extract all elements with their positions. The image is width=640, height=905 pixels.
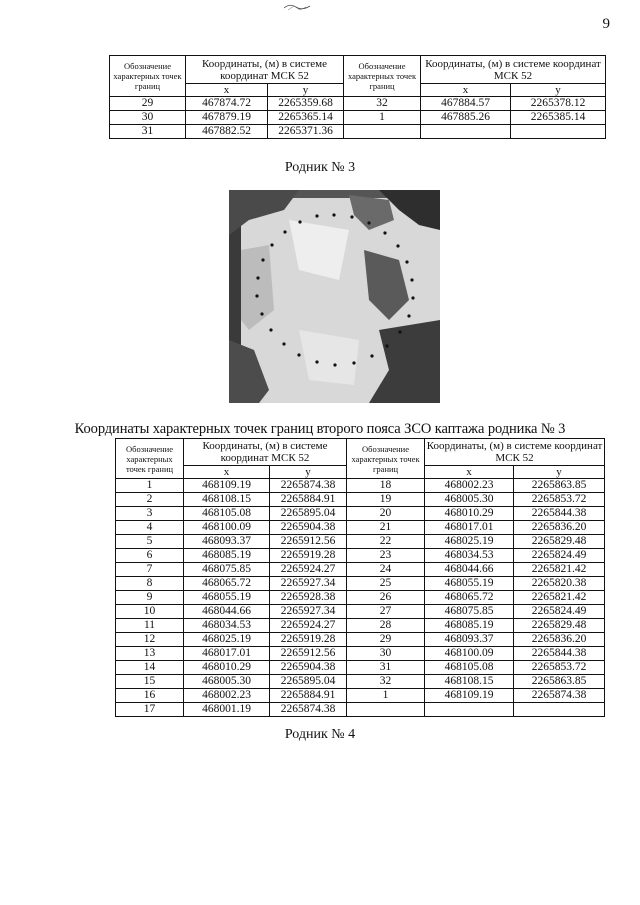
y-value: 2265821.42 bbox=[514, 563, 605, 577]
spring-3-aerial-photo bbox=[229, 190, 440, 403]
point-number: 22 bbox=[347, 535, 425, 549]
y-value: 2265863.85 bbox=[514, 479, 605, 493]
x-value: 468001.19 bbox=[184, 703, 270, 717]
table-row bbox=[116, 591, 605, 605]
point-number: 19 bbox=[347, 493, 425, 507]
header-y-right: у bbox=[511, 84, 606, 97]
point-number: 15 bbox=[116, 675, 184, 689]
point-number: 17 bbox=[116, 703, 184, 717]
point-number: 20 bbox=[347, 507, 425, 521]
header-coords-left: Координаты, (м) в системе координат МСК 52 bbox=[184, 439, 347, 466]
point-number: 6 bbox=[116, 549, 184, 563]
x-value: 468034.53 bbox=[184, 619, 270, 633]
x-value: 468065.72 bbox=[184, 577, 270, 591]
x-value: 468085.19 bbox=[184, 549, 270, 563]
y-value: 2265853.72 bbox=[514, 493, 605, 507]
x-value: 468017.01 bbox=[184, 647, 270, 661]
point-number: 9 bbox=[116, 591, 184, 605]
point-number: 29 bbox=[110, 97, 186, 111]
table-row bbox=[110, 97, 606, 111]
point-number: 10 bbox=[116, 605, 184, 619]
point-number: 30 bbox=[110, 111, 186, 125]
header-y-left: у bbox=[268, 84, 344, 97]
header-x-right: х bbox=[425, 466, 514, 479]
y-value: 2265378.12 bbox=[511, 97, 606, 111]
table-row bbox=[116, 563, 605, 577]
header-y-right: у bbox=[514, 466, 605, 479]
y-value: 2265829.48 bbox=[514, 535, 605, 549]
x-value: 468005.30 bbox=[425, 493, 514, 507]
y-value: 2265904.38 bbox=[270, 661, 347, 675]
x-value: 468002.23 bbox=[184, 689, 270, 703]
point-number: 7 bbox=[116, 563, 184, 577]
header-coords-left: Координаты, (м) в системе координат МСК 52 bbox=[186, 56, 344, 84]
y-value: 2265919.28 bbox=[270, 633, 347, 647]
x-value bbox=[425, 703, 514, 717]
point-number: 4 bbox=[116, 521, 184, 535]
y-value: 2265912.56 bbox=[270, 647, 347, 661]
x-value: 468010.29 bbox=[184, 661, 270, 675]
x-value: 468010.29 bbox=[425, 507, 514, 521]
table-2-title: Координаты характерных точек границ второго пояса ЗСО каптажа родника № 3 bbox=[74, 421, 566, 437]
x-value: 468017.01 bbox=[425, 521, 514, 535]
x-value: 467884.57 bbox=[421, 97, 511, 111]
point-number: 1 bbox=[347, 689, 425, 703]
table-row bbox=[116, 633, 605, 647]
x-value: 468044.66 bbox=[184, 605, 270, 619]
y-value: 2265359.68 bbox=[268, 97, 344, 111]
x-value: 468002.23 bbox=[425, 479, 514, 493]
y-value: 2265884.91 bbox=[270, 493, 347, 507]
table-row bbox=[116, 647, 605, 661]
point-number: 18 bbox=[347, 479, 425, 493]
y-value: 2265874.38 bbox=[270, 479, 347, 493]
y-value: 2265924.27 bbox=[270, 619, 347, 633]
y-value: 2265836.20 bbox=[514, 633, 605, 647]
point-number: 16 bbox=[116, 689, 184, 703]
point-number: 13 bbox=[116, 647, 184, 661]
y-value: 2265836.20 bbox=[514, 521, 605, 535]
point-number: 29 bbox=[347, 633, 425, 647]
point-number: 32 bbox=[347, 675, 425, 689]
y-value: 2265874.38 bbox=[270, 703, 347, 717]
table-row bbox=[110, 125, 606, 139]
coordinates-table-continued bbox=[109, 55, 606, 139]
x-value: 468093.37 bbox=[184, 535, 270, 549]
y-value: 2265863.85 bbox=[514, 675, 605, 689]
x-value: 468100.09 bbox=[184, 521, 270, 535]
x-value: 468034.53 bbox=[425, 549, 514, 563]
y-value: 2265844.38 bbox=[514, 647, 605, 661]
point-number: 5 bbox=[116, 535, 184, 549]
x-value: 468055.19 bbox=[184, 591, 270, 605]
header-coords-right: Координаты, (м) в системе координат МСК 52 bbox=[421, 56, 606, 84]
point-number: 31 bbox=[110, 125, 186, 139]
point-number: 26 bbox=[347, 591, 425, 605]
scan-artifact bbox=[282, 2, 312, 12]
header-y-left: у bbox=[270, 466, 347, 479]
y-value: 2265385.14 bbox=[511, 111, 606, 125]
x-value: 468100.09 bbox=[425, 647, 514, 661]
y-value: 2265924.27 bbox=[270, 563, 347, 577]
y-value: 2265919.28 bbox=[270, 549, 347, 563]
y-value: 2265829.48 bbox=[514, 619, 605, 633]
point-number: 21 bbox=[347, 521, 425, 535]
x-value bbox=[421, 125, 511, 139]
y-value: 2265895.04 bbox=[270, 675, 347, 689]
point-number bbox=[347, 703, 425, 717]
point-number: 23 bbox=[347, 549, 425, 563]
point-number bbox=[344, 125, 421, 139]
header-point-left: Обозначение характерных точек границ bbox=[116, 439, 184, 479]
x-value: 468075.85 bbox=[184, 563, 270, 577]
x-value: 467874.72 bbox=[186, 97, 268, 111]
y-value: 2265821.42 bbox=[514, 591, 605, 605]
x-value: 468025.19 bbox=[425, 535, 514, 549]
y-value: 2265853.72 bbox=[514, 661, 605, 675]
x-value: 468105.08 bbox=[425, 661, 514, 675]
x-value: 468055.19 bbox=[425, 577, 514, 591]
spring-3-heading: Родник № 3 bbox=[284, 160, 356, 175]
header-coords-right: Координаты, (м) в системе координат МСК 52 bbox=[425, 439, 605, 466]
table-row bbox=[116, 703, 605, 717]
point-number: 28 bbox=[347, 619, 425, 633]
table-row bbox=[116, 493, 605, 507]
y-value bbox=[511, 125, 606, 139]
x-value: 468105.08 bbox=[184, 507, 270, 521]
point-number: 27 bbox=[347, 605, 425, 619]
header-x-left: х bbox=[184, 466, 270, 479]
point-number: 8 bbox=[116, 577, 184, 591]
point-number: 1 bbox=[116, 479, 184, 493]
y-value: 2265820.38 bbox=[514, 577, 605, 591]
y-value: 2265928.38 bbox=[270, 591, 347, 605]
table-row bbox=[116, 619, 605, 633]
x-value: 468109.19 bbox=[184, 479, 270, 493]
header-point-left: Обозначение характерных точек границ bbox=[110, 56, 186, 97]
y-value: 2265912.56 bbox=[270, 535, 347, 549]
table-row bbox=[116, 521, 605, 535]
zso-coordinates-table bbox=[115, 438, 605, 717]
y-value: 2265365.14 bbox=[268, 111, 344, 125]
x-value: 468065.72 bbox=[425, 591, 514, 605]
x-value: 468108.15 bbox=[425, 675, 514, 689]
x-value: 468109.19 bbox=[425, 689, 514, 703]
table-row bbox=[116, 605, 605, 619]
x-value: 468108.15 bbox=[184, 493, 270, 507]
y-value: 2265874.38 bbox=[514, 689, 605, 703]
point-number: 3 bbox=[116, 507, 184, 521]
table-row bbox=[116, 507, 605, 521]
point-number: 32 bbox=[344, 97, 421, 111]
header-x-right: х bbox=[421, 84, 511, 97]
x-value: 468044.66 bbox=[425, 563, 514, 577]
x-value: 468025.19 bbox=[184, 633, 270, 647]
x-value: 467879.19 bbox=[186, 111, 268, 125]
y-value: 2265371.36 bbox=[268, 125, 344, 139]
point-number: 31 bbox=[347, 661, 425, 675]
x-value: 468085.19 bbox=[425, 619, 514, 633]
x-value: 468005.30 bbox=[184, 675, 270, 689]
header-point-right: Обозначение характерных точек границ bbox=[344, 56, 421, 97]
y-value: 2265904.38 bbox=[270, 521, 347, 535]
page-number: 9 bbox=[602, 16, 610, 32]
header-x-left: х bbox=[186, 84, 268, 97]
table-row bbox=[116, 577, 605, 591]
point-number: 2 bbox=[116, 493, 184, 507]
point-number: 12 bbox=[116, 633, 184, 647]
y-value: 2265844.38 bbox=[514, 507, 605, 521]
point-number: 30 bbox=[347, 647, 425, 661]
y-value: 2265824.49 bbox=[514, 549, 605, 563]
spring-4-heading: Родник № 4 bbox=[284, 727, 356, 742]
header-point-right: Обозначение характерных точек границ bbox=[347, 439, 425, 479]
x-value: 468075.85 bbox=[425, 605, 514, 619]
point-number: 24 bbox=[347, 563, 425, 577]
point-number: 14 bbox=[116, 661, 184, 675]
table-row bbox=[116, 689, 605, 703]
table-row bbox=[116, 675, 605, 689]
table-row bbox=[116, 661, 605, 675]
table-row bbox=[116, 549, 605, 563]
x-value: 467882.52 bbox=[186, 125, 268, 139]
point-number: 25 bbox=[347, 577, 425, 591]
table-row bbox=[116, 479, 605, 493]
point-number: 11 bbox=[116, 619, 184, 633]
y-value: 2265927.34 bbox=[270, 605, 347, 619]
y-value: 2265895.04 bbox=[270, 507, 347, 521]
y-value: 2265927.34 bbox=[270, 577, 347, 591]
y-value: 2265824.49 bbox=[514, 605, 605, 619]
point-number: 1 bbox=[344, 111, 421, 125]
y-value bbox=[514, 703, 605, 717]
y-value: 2265884.91 bbox=[270, 689, 347, 703]
table-row bbox=[116, 535, 605, 549]
x-value: 467885.26 bbox=[421, 111, 511, 125]
x-value: 468093.37 bbox=[425, 633, 514, 647]
table-row bbox=[110, 111, 606, 125]
